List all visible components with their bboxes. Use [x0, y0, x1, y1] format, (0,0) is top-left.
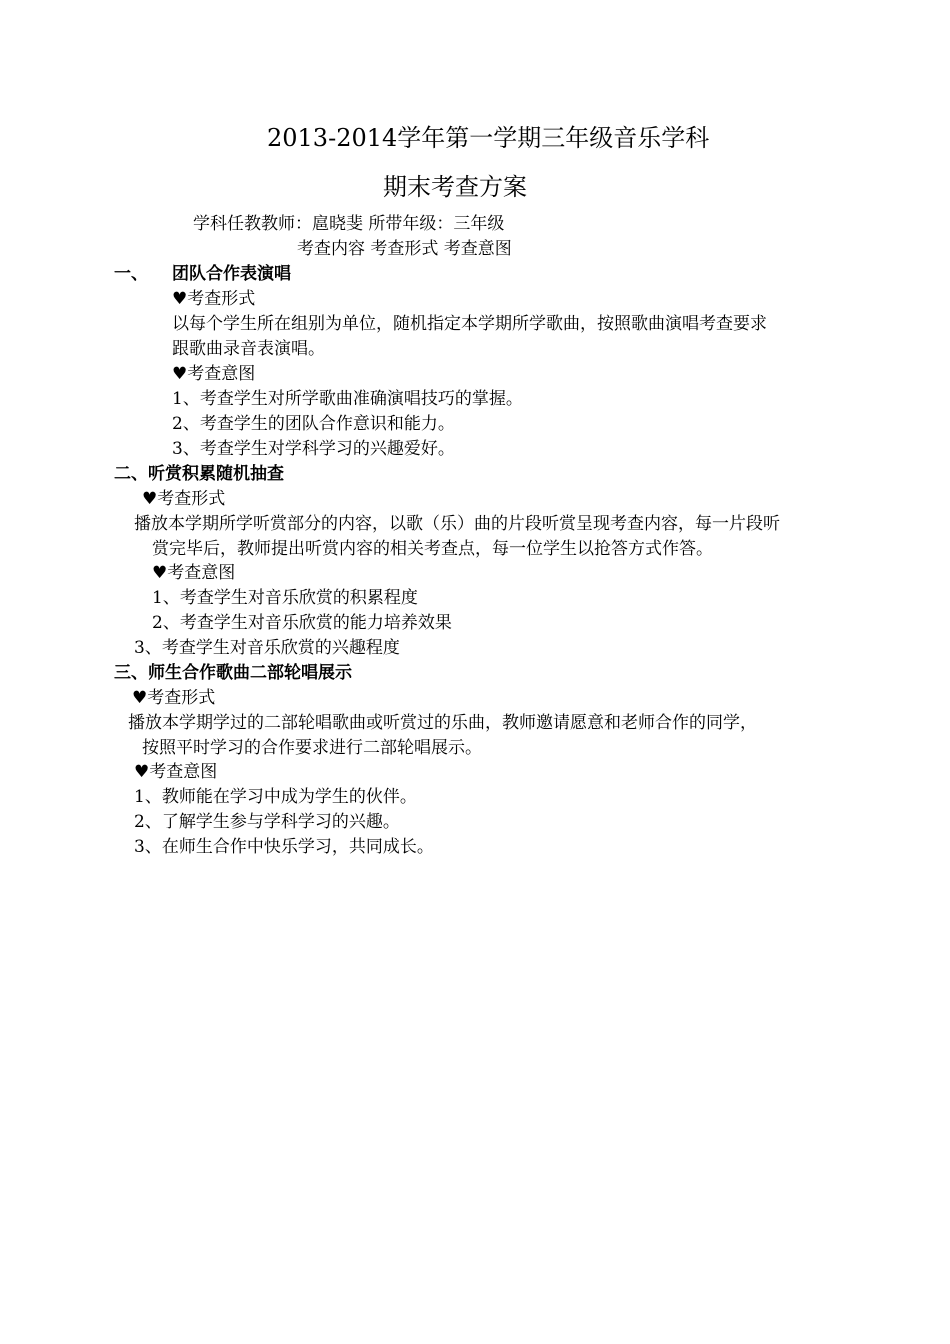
section-3-intent-3: 3、在师生合作中快乐学习，共同成长。 — [134, 837, 434, 857]
section-1-form-text-2: 跟歌曲录音表演唱。 — [172, 339, 325, 359]
title-line-1: 2013-2014学年第一学期三年级音乐学科 — [267, 124, 710, 152]
section-2-heading: 二、听赏积累随机抽查 — [114, 464, 284, 484]
section-2-intent-2: 2、考查学生对音乐欣赏的能力培养效果 — [152, 613, 452, 633]
section-1-intent-3: 3、考查学生对学科学习的兴趣爱好。 — [172, 439, 455, 459]
section-1-form-text-1: 以每个学生所在组别为单位，随机指定本学期所学歌曲，按照歌曲演唱考查要求 — [172, 314, 767, 334]
title-line-2: 期末考查方案 — [383, 173, 527, 201]
section-3-form-text-2: 按照平时学习的合作要求进行二部轮唱展示。 — [142, 738, 482, 758]
section-2-form-text-1: 播放本学期所学听赏部分的内容，以歌（乐）曲的片段听赏呈现考查内容，每一片段听 — [134, 514, 780, 534]
section-1-number: 一、 — [114, 264, 148, 284]
section-2-intent-label: ♥考查意图 — [152, 563, 236, 583]
section-2-intent-3: 3、考查学生对音乐欣赏的兴趣程度 — [134, 638, 400, 658]
section-3-intent-2: 2、了解学生参与学科学习的兴趣。 — [134, 812, 400, 832]
header-columns: 考查内容 考查形式 考查意图 — [297, 239, 512, 259]
section-1-intent-1: 1、考查学生对所学歌曲准确演唱技巧的掌握。 — [172, 389, 523, 409]
section-2-intent-1: 1、考查学生对音乐欣赏的积累程度 — [152, 588, 418, 608]
section-1-heading: 团队合作表演唱 — [172, 264, 291, 284]
section-3-intent-1: 1、教师能在学习中成为学生的伙伴。 — [134, 787, 417, 807]
teacher-line: 学科任教教师：扈晓斐 所带年级：三年级 — [193, 214, 505, 234]
section-3-intent-label: ♥考查意图 — [134, 762, 218, 782]
section-2-form-label: ♥考查形式 — [142, 489, 226, 509]
section-1-form-label: ♥考查形式 — [172, 289, 256, 309]
section-3-form-text-1: 播放本学期学过的二部轮唱歌曲或听赏过的乐曲，教师邀请愿意和老师合作的同学， — [128, 713, 757, 733]
section-1-intent-2: 2、考查学生的团队合作意识和能力。 — [172, 414, 455, 434]
section-3-form-label: ♥考查形式 — [132, 688, 216, 708]
section-3-heading: 三、师生合作歌曲二部轮唱展示 — [114, 663, 352, 683]
section-1-intent-label: ♥考查意图 — [172, 364, 256, 384]
section-2-form-text-2: 赏完毕后，教师提出听赏内容的相关考查点，每一位学生以抢答方式作答。 — [152, 539, 713, 559]
